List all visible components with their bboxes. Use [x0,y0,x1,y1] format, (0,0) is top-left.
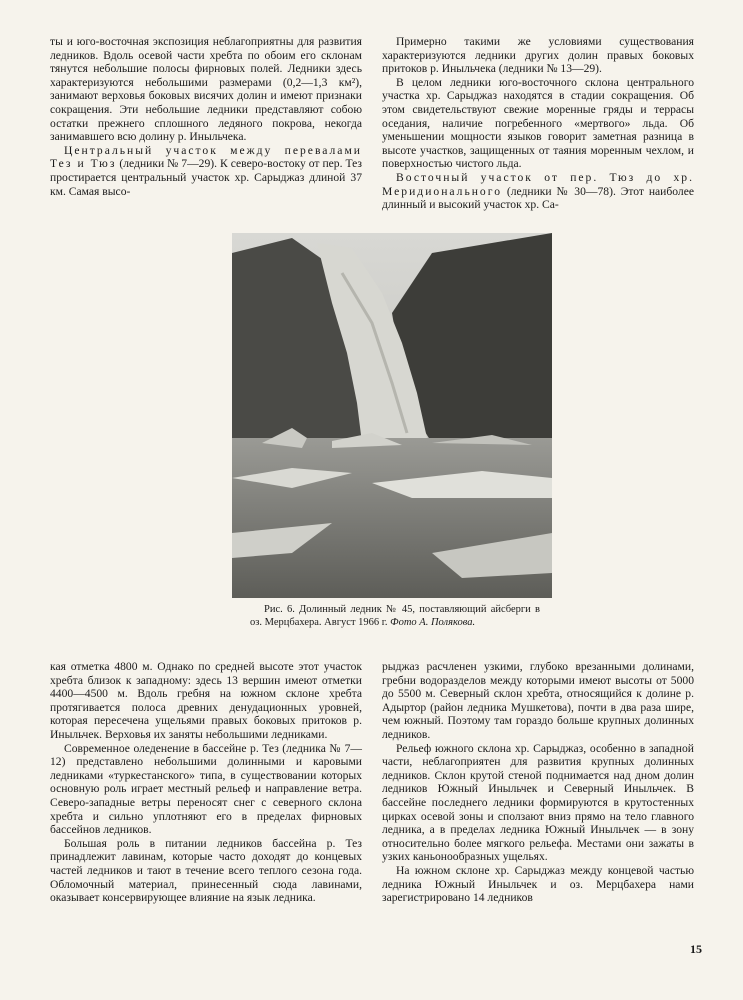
paragraph: На южном склоне хр. Сарыджаз между концевой частью ледника Южный Иныльчек и оз. Мерцбахера нами зарегистрировано 14 ледников [382,863,694,905]
paragraph-text: (ледники № 7—29). К северо-востоку от пер. Тез простирается центральный участок хр. Сарыджаз длиной 37 км. Самая высо- [50,157,362,198]
column-top-left [50,35,362,198]
section-heading: Восточный участок от пер. Тюз до хр. Меридионального [382,170,694,198]
column-top-right [382,35,694,212]
paragraph: кая отметка 4800 м. Однако по средней высоте этот участок хребта близок к западному: здесь 13 вершин имеют отметки 4400—4500 м. Вдоль гребня на южном склоне хребта протягивается полоса древних денудационных уровней, которая пересечена ущельями правых боковых притоков р. Иныльчек. Верховья их заняты небольшими ледниками. [50,660,362,741]
figure-caption [250,604,540,629]
paragraph [382,171,694,212]
column-bottom-right [382,660,694,905]
caption-main: Рис. 6. Долинный ледник № 45, поставляющий айсберги в оз. Мерцбахера. Август 1966 г. [250,604,540,628]
paragraph: Современное оледенение в бассейне р. Тез (ледника № 7—12) представлено небольшими долинными и каровыми ледниками «туркестанского» типа, в существовании которых основную роль играет местный рельеф и направление ветра. Северо-западные ветры переносят снег с северного склона хребта и сильно уплотняют его в пределах фирновых бассейнов ледников. [50,741,362,837]
caption-text [250,604,540,629]
paragraph: ты и юго-восточная экспозиция неблагоприятны для развития ледников. Вдоль осевой части хребта по обоим его склонам тянутся небольшие полосы фирновых полей. Ледники здесь характеризуются небольшими размерами (0,2—1,3 км²), занимают верховья боковых висячих долин и имеют признаки сокращения. Эти небольшие ледники представляют собою остатки прежнего сплошного ледяного покрова, некогда занимавшего всю долину р. Иныльчека. [50,35,362,144]
paragraph: В целом ледники юго-восточного склона центрального участка хр. Сарыджаз находятся в стадии сокращения. Об этом свидетельствуют свежие моренные гряды и террасы оседания, наличие погребенного «мертвого» льда. Об уменьшении мощности языков говорит заметная разница в высоте участков, защищенных от таяния моренным чехлом, и поверхностью чистого льда. [382,75,694,171]
paragraph: рыджаз расчленен узкими, глубоко врезанными долинами, гребни водоразделов между которыми имеют высоты от 5000 до 5500 м. Северный склон хребта, относящийся к долине р. Адыртор (район ледника Мушкетова), почти в два раза шире, чем южный. Поэтому там гораздо больше крупных долинных ледников. [382,660,694,741]
page-number: 15 [690,942,702,956]
photo-credit: Фото А. Полякова. [390,616,476,628]
paragraph: Примерно такими же условиями существования характеризуются ледники других долин правых боковых притоков р. Иныльчека (ледники № 13—29). [382,35,694,76]
column-bottom-left [50,660,362,905]
glacier-photo [232,233,552,598]
paragraph: Большая роль в питании ледников бассейна р. Тез принадлежит лавинам, которые часто доходят до концевых частей ледников и тают в течение всего теплого сезона года. Обломочный материал, принесенный сюда лавинами, оказывает консервирующее влияние на язык ледника. [50,836,362,905]
paragraph-text: (ледники № 30—78). Этот наиболее длинный и высокий участок хр. Са- [382,184,694,212]
paragraph [50,144,362,198]
section-heading: Центральный участок между перевалами Тез и Тюз [50,143,362,171]
paragraph: Рельеф южного склона хр. Сарыджаз, особенно в западной части, неблагоприятен для развития крупных долинных ледников. Склон крутой стеной поднимается над дном долин ледников Южный Иныльчек и Северный Иныльчек. В бассейне последнего ледники формируются в крутостенных цирках осевой зоны и сползают вниз прямо на тело главного ледника, а в пределах ледника Южный Иныльчек — в зону относительно более мягкого рельефа. Местами они зажаты в узких каньонообразных ущельях. [382,741,694,864]
